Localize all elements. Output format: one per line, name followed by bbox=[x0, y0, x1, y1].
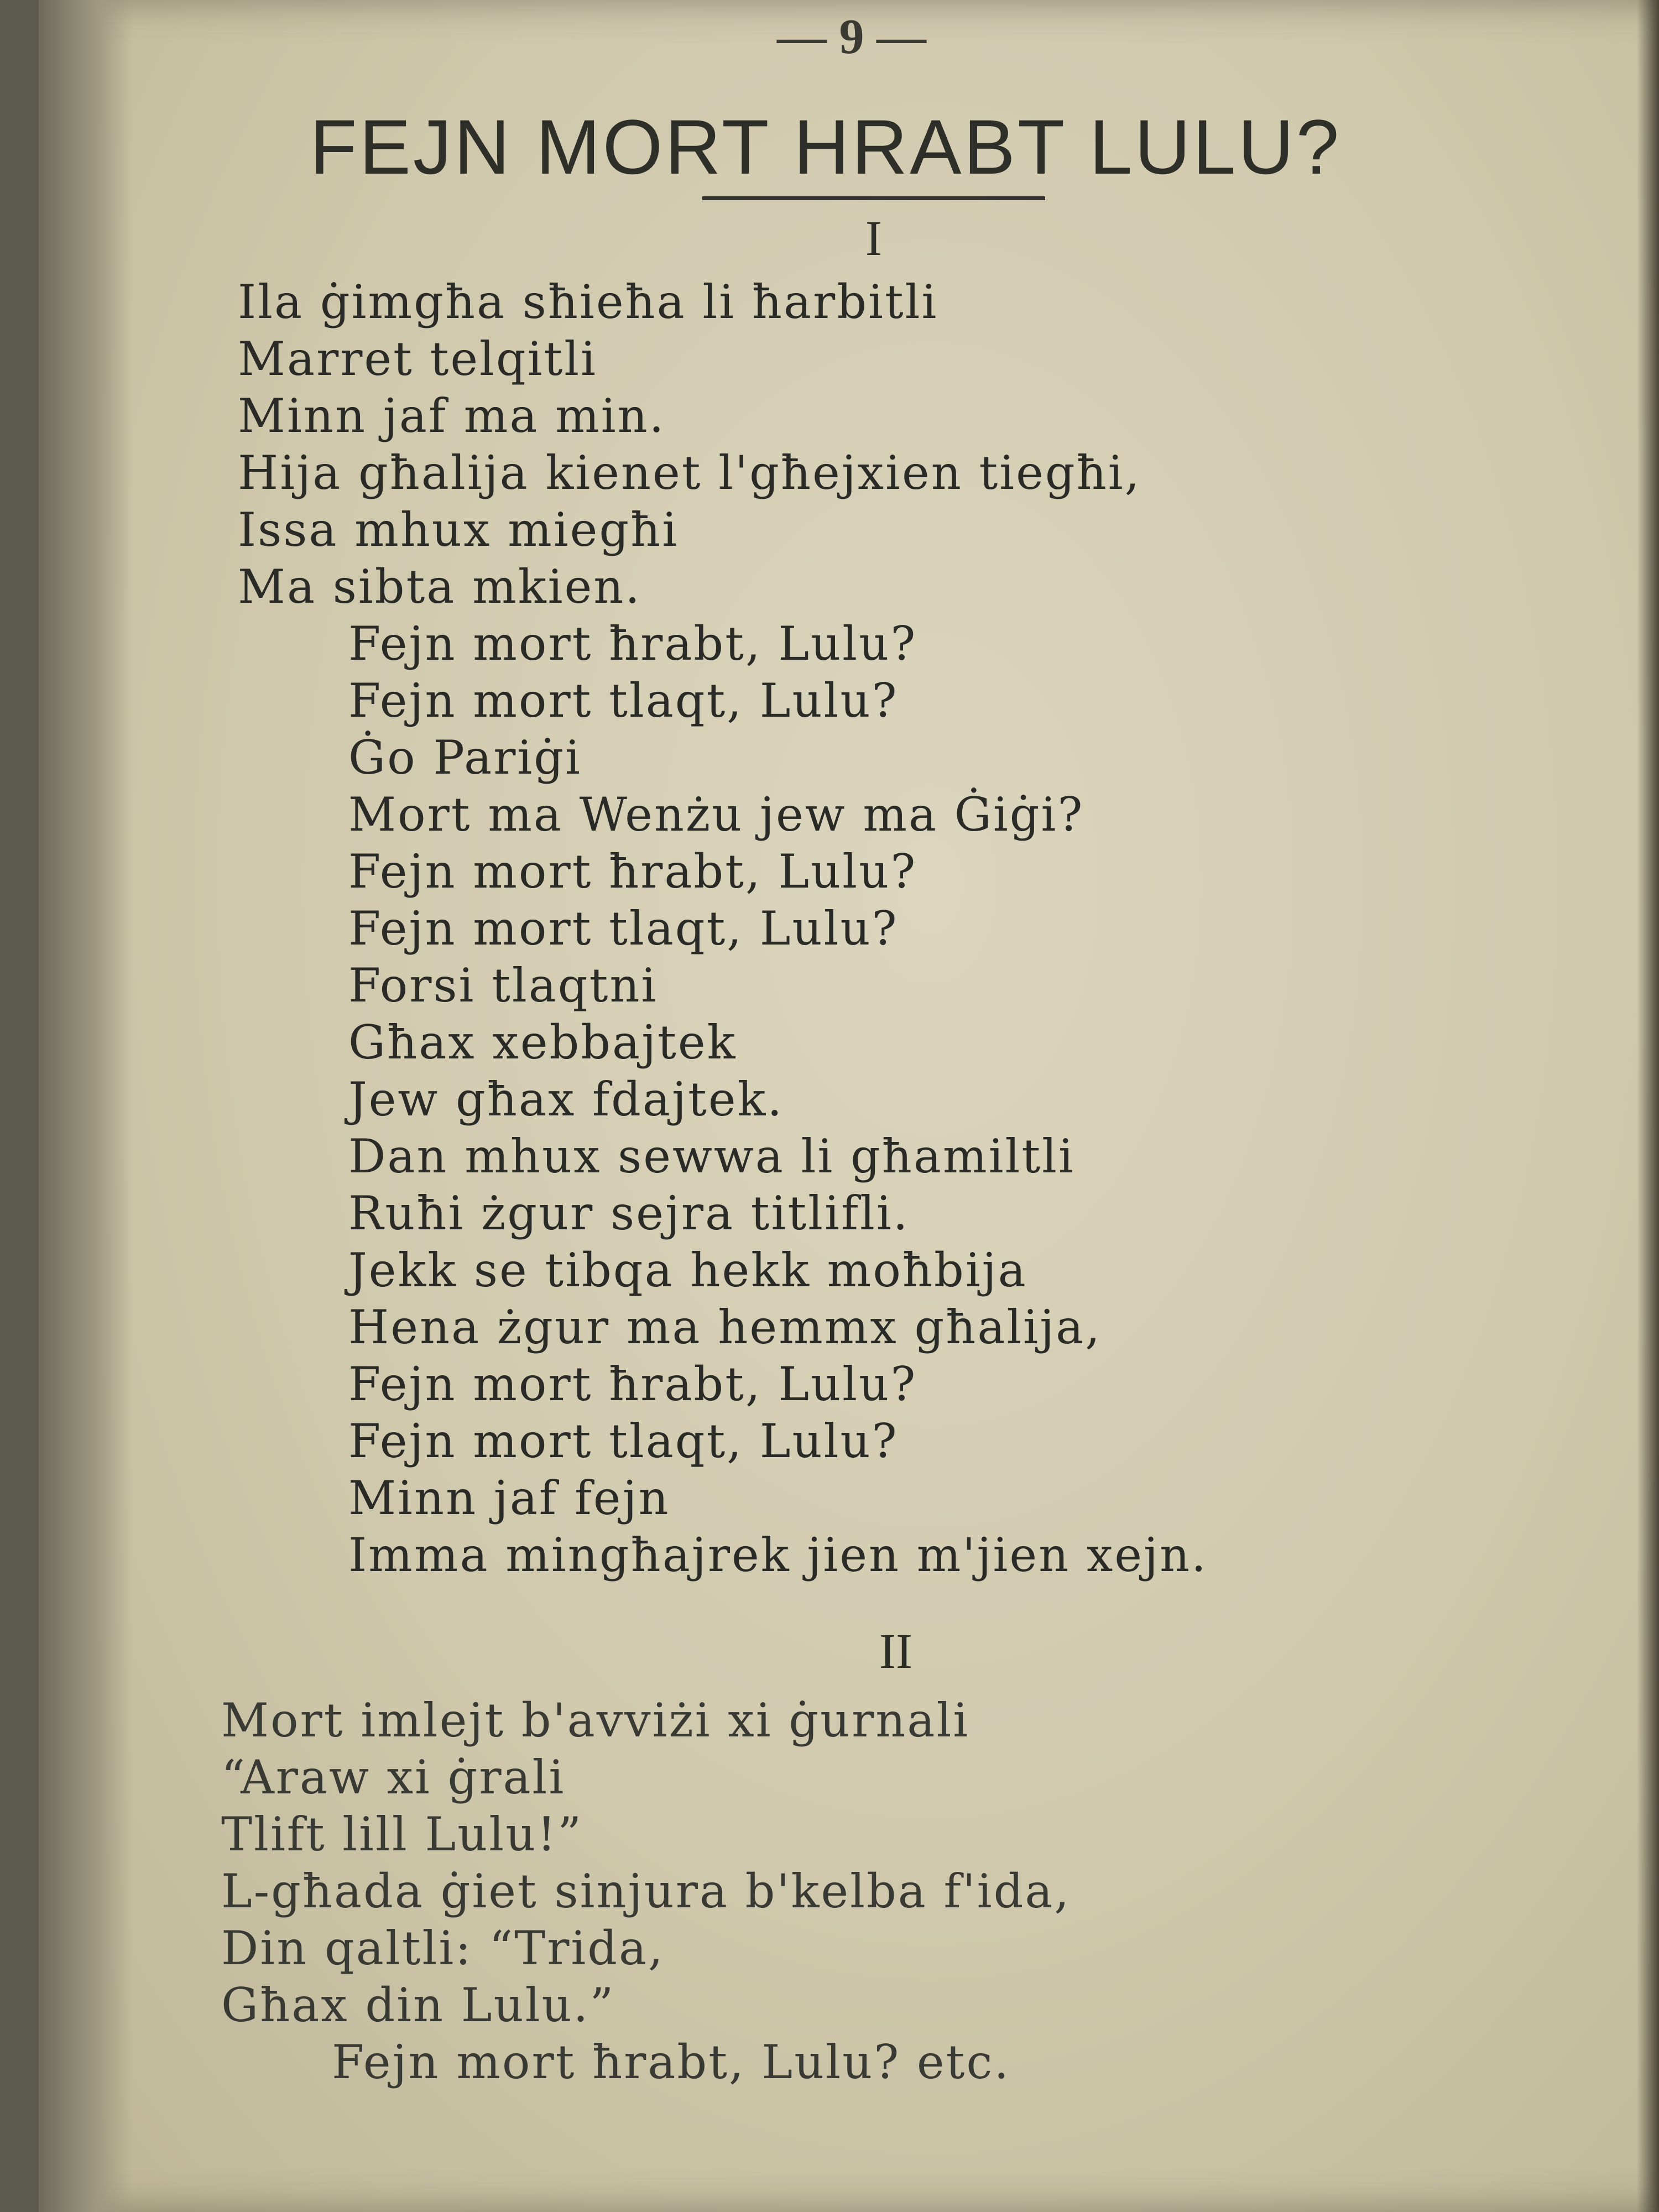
verse-line: Fejn mort tlaqt, Lulu? bbox=[348, 901, 899, 956]
verse-line: Fejn mort ħrabt, Lulu? bbox=[348, 844, 917, 899]
verse-line: Fejn mort ħrabt, Lulu? bbox=[348, 1357, 917, 1411]
verse-line: Issa mhux miegħi bbox=[238, 503, 679, 557]
verse-line: Forsi tlaqtni bbox=[348, 958, 658, 1013]
verse-line: Għax xebbajtek bbox=[348, 1015, 737, 1070]
verse-line: Ruħi żgur sejra titlifli. bbox=[348, 1186, 910, 1240]
verse-line: Mort ma Wenżu jew ma Ġiġi? bbox=[348, 787, 1084, 842]
page-number: — 9 — bbox=[777, 9, 926, 64]
verse-section-1 bbox=[238, 274, 1208, 1584]
verse-line: Dan mhux sewwa li għamiltli bbox=[348, 1129, 1075, 1183]
section-numeral-1: I bbox=[865, 211, 882, 266]
verse-line: Marret telqitli bbox=[238, 332, 598, 386]
verse-section-2 bbox=[221, 1692, 1071, 2091]
verse-line: Din qaltli: “Trida, bbox=[221, 1921, 665, 1975]
verse-line: Minn jaf ma min. bbox=[238, 389, 666, 443]
verse-line: Fejn mort tlaqt, Lulu? bbox=[348, 1414, 899, 1468]
verse-line: Mort imlejt b'avviżi xi ġurnali bbox=[221, 1693, 970, 1747]
verse-line: Fejn mort ħrabt, Lulu? bbox=[348, 617, 917, 671]
verse-line: “Araw xi ġrali bbox=[221, 1750, 566, 1804]
verse-line: L-għada ġiet sinjura b'kelba f'ida, bbox=[221, 1864, 1071, 1918]
verse-line: Ma sibta mkien. bbox=[238, 560, 642, 614]
verse-line: Jew għax fdajtek. bbox=[348, 1072, 784, 1126]
page-edge-shadow bbox=[1637, 0, 1659, 2212]
section-numeral-2: II bbox=[879, 1624, 912, 1679]
page-gutter-shadow bbox=[39, 0, 133, 2212]
verse-line: Hija għalija kienet l'għejxien tiegħi, bbox=[238, 446, 1141, 500]
verse-line: Ila ġimgħa sħieħa li ħarbitli bbox=[238, 275, 938, 329]
title-underline bbox=[702, 196, 1045, 200]
verse-line: Hena żgur ma hemmx għalija, bbox=[348, 1300, 1102, 1354]
verse-line: Minn jaf fejn bbox=[348, 1471, 670, 1525]
verse-line: Jekk se tibqa hekk moħbija bbox=[348, 1243, 1027, 1297]
verse-line: Imma mingħajrek jien m'jien xejn. bbox=[348, 1528, 1208, 1582]
verse-line: Ġo Pariġi bbox=[348, 731, 582, 785]
poem-title: FEJN MORT HRABT LULU? bbox=[310, 103, 1342, 190]
verse-line: Tlift lill Lulu!” bbox=[221, 1807, 583, 1861]
verse-line: Fejn mort ħrabt, Lulu? etc. bbox=[332, 2035, 1011, 2089]
verse-line: Fejn mort tlaqt, Lulu? bbox=[348, 674, 899, 728]
verse-line: Għax din Lulu.” bbox=[221, 1978, 615, 2032]
